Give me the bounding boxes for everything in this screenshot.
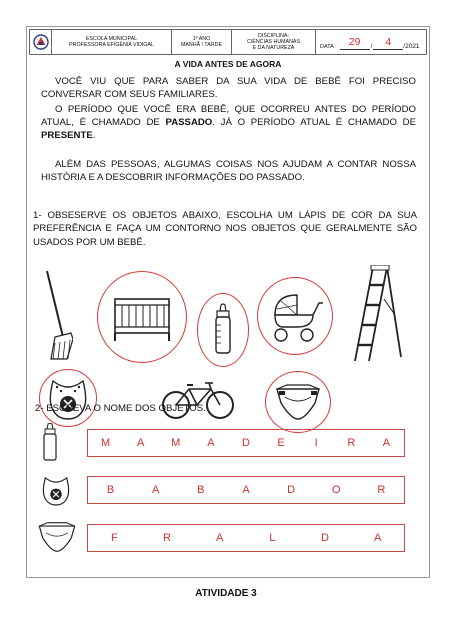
answer-letter: B (106, 484, 115, 496)
row3-diaper-thumb (37, 521, 77, 558)
date-month-field[interactable] (370, 36, 403, 50)
answer-letter: E (277, 437, 285, 449)
school-line1: ESCOLA MUNICIPAL (85, 36, 138, 42)
paragraph-2-part-b: . JÁ O PERÍODO ATUAL É CHAMADO DE (212, 117, 416, 128)
discipline-cell (232, 30, 316, 54)
word-passado: PASSADO (165, 117, 213, 128)
school-name-cell (52, 30, 172, 54)
crib-icon (111, 295, 173, 343)
answer-letter: D (242, 437, 250, 449)
broom-icon (43, 269, 73, 361)
answer-letter: O (331, 484, 341, 496)
baby-bottle-icon (41, 423, 59, 461)
row1-bottle-thumb (41, 423, 59, 466)
ladder-object[interactable] (349, 265, 403, 368)
stroller-icon (267, 291, 325, 343)
answer-row-3[interactable] (87, 524, 405, 552)
broom-object[interactable] (43, 269, 73, 366)
answer-letter: A (382, 437, 391, 449)
discipline-line3: E DA NATUREZA (252, 45, 295, 51)
ladder-icon (349, 265, 403, 363)
answer-letter: A (373, 532, 382, 544)
answer-letter: M (171, 437, 181, 449)
date-separator: / (370, 44, 373, 50)
date-label: DATA : (320, 44, 337, 50)
bib-icon (41, 473, 71, 507)
answer-row-1[interactable] (87, 429, 405, 457)
diaper-object[interactable] (275, 383, 321, 426)
question-1: 1- OBSESERVE OS OBJETOS ABAIXO, ESCOLHA UM LÁPIS DE COR DA SUA PREFERÊNCIA E FAÇA UM CONTORNO NOS OBJETOS QUE GERALMENTE SÃO USADOS POR UM BEBÊ. (33, 210, 417, 248)
answer-letter: D (320, 532, 329, 544)
paragraph-2-part-a: O PERÍODO QUE VOCÊ ERA BEBÊ, QUE OCORREU ANTES DO PERÍODO ATUAL, É CHAMADO DE (41, 104, 416, 128)
answer-letter: A (207, 437, 215, 449)
date-cell (316, 30, 426, 54)
answer-letter: D (287, 484, 296, 496)
stroller-object[interactable] (267, 291, 325, 348)
answer-letter: F (110, 532, 118, 544)
date-year: /2021 (403, 43, 420, 50)
answer-letter: L (269, 532, 276, 544)
paragraph-3: ALÉM DAS PESSOAS, ALGUMAS COISAS NOS AJUDAM A CONTAR NOSSA HISTÓRIA E A DESCOBRIR INFORMAÇÕES DO PASSADO. (41, 159, 416, 183)
row2-bib-thumb (41, 473, 71, 512)
bib-icon (47, 375, 89, 421)
paragraph-2-part-c: . (92, 130, 96, 141)
date-day-field[interactable] (340, 36, 370, 50)
date-month: 4 (385, 36, 392, 48)
paragraph-2 (41, 103, 416, 142)
answer-letter: R (347, 437, 356, 449)
bottle-object[interactable] (213, 303, 233, 360)
answer-letter: A (136, 437, 145, 449)
answer-letter: A (242, 484, 250, 496)
grade-cell (172, 30, 232, 54)
answer-letter: A (215, 532, 224, 544)
worksheet-title: A VIDA ANTES DE AGORA (174, 59, 282, 69)
answer-letter: R (163, 532, 171, 544)
date-day: 29 (348, 36, 361, 48)
diaper-icon (37, 521, 77, 553)
question-2: 2- ESCREVA O NOME DOS OBJETOS. (35, 403, 206, 414)
bib-object[interactable] (47, 375, 89, 426)
word-presente: PRESENTE (41, 130, 93, 141)
worksheet-frame (26, 26, 430, 578)
answer-letter: M (100, 437, 111, 449)
answer-letter: B (197, 484, 205, 496)
bicycle-icon (161, 381, 235, 421)
school-line2: PROFESSORA EFIGÊNIA VIDIGAL (69, 42, 154, 48)
discipline-line2: CIÊNCIAS HUMANAS (247, 39, 300, 45)
baby-bottle-icon (213, 303, 233, 355)
answer-letter: A (152, 484, 160, 496)
school-logo-icon (33, 34, 49, 50)
answer-letter: R (377, 484, 386, 496)
crib-object[interactable] (111, 295, 173, 348)
answer-letter: I (314, 437, 318, 449)
grade-line1: 1º ANO (192, 36, 211, 42)
diaper-icon (275, 383, 321, 421)
discipline-line1: DISCIPLINA: (258, 33, 289, 39)
answer-row-2[interactable] (87, 476, 405, 504)
paragraph-1: VOCÊ VIU QUE PARA SABER DA SUA VIDA DE BEBÊ FOI PRECISO CONVERSAR COM SEUS FAMILIARES. (41, 76, 416, 100)
worksheet-header (29, 29, 427, 55)
school-logo (30, 30, 52, 54)
activity-footer: ATIVIDADE 3 (195, 588, 257, 599)
grade-line2: MANHÃ / TARDE (180, 42, 222, 48)
